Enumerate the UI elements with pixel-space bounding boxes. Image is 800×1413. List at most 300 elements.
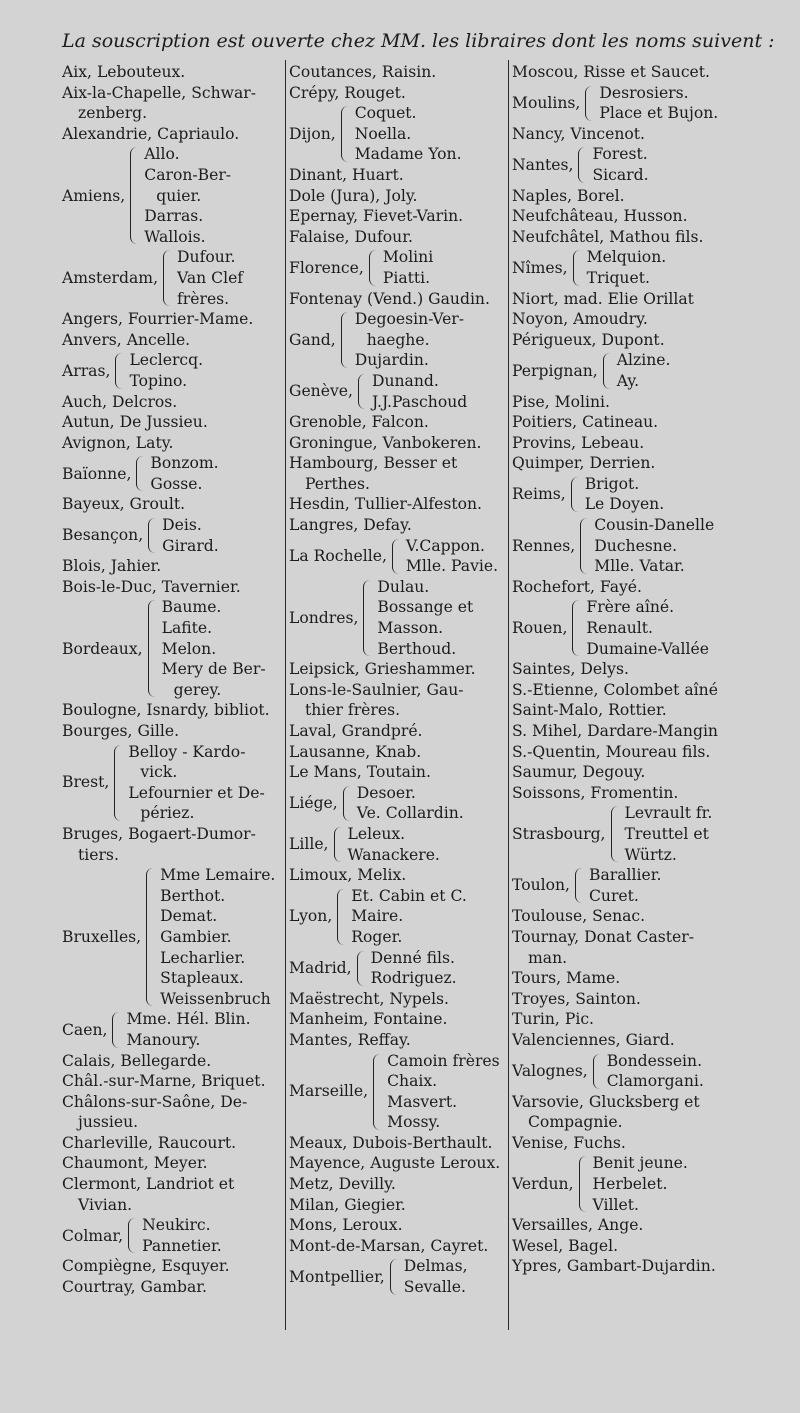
bookseller-name: Lecharlier. <box>160 948 246 967</box>
bookseller-list <box>587 247 667 288</box>
bookseller-name: Forest. <box>592 145 648 164</box>
bookseller-name: Molini <box>382 248 434 267</box>
bookseller-name: Melquion. <box>586 248 667 267</box>
bookseller-entry <box>62 1051 280 1072</box>
bookseller-name: vick. <box>140 763 178 782</box>
bookseller-name: Deis. <box>162 516 202 535</box>
bookseller-name: V.Cappon. <box>405 536 485 555</box>
entry-line: Saint-Malo, Rottier. <box>512 701 667 720</box>
bookseller-name: gerey. <box>173 680 222 699</box>
bookseller-group <box>512 1051 744 1092</box>
entry-line: Mayence, Auguste Leroux. <box>289 1154 501 1173</box>
brace-icon <box>115 353 125 388</box>
entry-line: Leipsick, Grieshammer. <box>289 660 476 679</box>
city-name: Marseille, <box>289 1082 369 1101</box>
bookseller-entry <box>289 83 507 104</box>
bookseller-entry <box>289 742 507 763</box>
brace-icon <box>163 250 173 306</box>
bookseller-name: Masson. <box>377 619 444 638</box>
bookseller-entry <box>289 206 507 227</box>
entry-line: Compagnie. <box>528 1113 623 1132</box>
bookseller-group <box>289 1256 507 1297</box>
entry-line: Nancy, Vincenot. <box>512 124 646 143</box>
entry-line: Mons, Leroux. <box>289 1216 403 1235</box>
entry-line: man. <box>528 948 568 967</box>
bookseller-group <box>62 742 280 824</box>
bookseller-list <box>129 350 203 391</box>
bookseller-name: Ve. Collardin. <box>356 804 464 823</box>
bookseller-group <box>62 597 280 700</box>
bookseller-list <box>177 247 243 309</box>
bookseller-name: Lefournier et De- <box>128 783 265 802</box>
bookseller-list <box>383 247 433 288</box>
entry-line: Valenciennes, Giard. <box>512 1030 675 1049</box>
brace-icon <box>575 868 585 903</box>
bookseller-list <box>150 453 218 494</box>
bookseller-entry <box>512 1236 744 1257</box>
bookseller-entry <box>512 412 744 433</box>
entry-line: Troyes, Sainton. <box>512 989 641 1008</box>
entry-line: Alexandrie, Capriaulo. <box>62 124 240 143</box>
entry-line: Bois-le-Duc, Tavernier. <box>62 577 241 596</box>
bookseller-name: Herbelet. <box>592 1175 668 1194</box>
bookseller-name: Noella. <box>354 124 412 143</box>
entry-line: Niort, mad. Elie Orillat <box>512 289 694 308</box>
entry-line: Dole (Jura), Joly. <box>289 186 418 205</box>
bookseller-name: Bondessein. <box>606 1051 703 1070</box>
entry-line: Naples, Borel. <box>512 186 625 205</box>
bookseller-name: Melon. <box>161 639 217 658</box>
bookseller-entry <box>62 1256 280 1277</box>
bookseller-entry <box>512 309 744 330</box>
bookseller-list <box>607 1051 704 1092</box>
brace-icon <box>146 868 156 1006</box>
entry-line: Ypres, Gambart-Dujardin. <box>512 1257 716 1276</box>
bookseller-entry <box>289 289 507 310</box>
brace-icon <box>148 600 158 697</box>
entry-line: thier frères. <box>305 701 401 720</box>
entry-line: Saumur, Degouy. <box>512 763 646 782</box>
bookseller-entry <box>512 906 744 927</box>
bookseller-entry <box>512 762 744 783</box>
brace-icon <box>579 1156 589 1212</box>
entry-line: Aix, Lebouteux. <box>62 63 186 81</box>
bookseller-name: Chaix. <box>387 1072 438 1091</box>
bookseller-name: Brigot. <box>584 474 640 493</box>
brace-icon <box>128 1218 138 1253</box>
brace-icon <box>337 889 347 945</box>
bookseller-name: quier. <box>156 186 202 205</box>
page-header: La souscription est ouverte chez MM. les libraires dont les noms suivent : <box>62 30 775 52</box>
bookseller-group <box>62 515 280 556</box>
bookseller-name: Caron-Ber- <box>144 165 232 184</box>
bookseller-name: Manoury. <box>126 1030 201 1049</box>
brace-icon <box>148 518 158 553</box>
bookseller-name: Demat. <box>160 907 218 926</box>
bookseller-entry <box>62 309 280 330</box>
bookseller-entry <box>512 289 744 310</box>
brace-icon <box>357 951 367 986</box>
bookseller-name: Weissenbruch <box>160 989 271 1008</box>
bookseller-entry <box>289 1195 507 1216</box>
entry-line: Laval, Grandpré. <box>289 722 423 740</box>
bookseller-list <box>348 824 440 865</box>
bookseller-name: Mme Lemaire. <box>160 866 276 885</box>
bookseller-entry <box>512 62 744 83</box>
bookseller-name: Benit jeune. <box>592 1154 688 1173</box>
entry-line: Turin, Pic. <box>512 1010 595 1029</box>
bookseller-entry <box>289 680 507 721</box>
bookseller-list <box>592 144 648 185</box>
bookseller-list <box>387 1051 500 1133</box>
entry-line: Varsovie, Glucksberg et <box>512 1092 700 1111</box>
column-rule-1 <box>285 60 286 1330</box>
bookseller-group <box>289 948 507 989</box>
bookseller-group <box>62 247 280 309</box>
city-name: La Rochelle, <box>289 546 387 565</box>
bookseller-group <box>512 515 744 577</box>
bookseller-entry <box>62 1174 280 1215</box>
entry-line: Dinant, Huart. <box>289 165 404 184</box>
bookseller-list <box>371 948 457 989</box>
bookseller-entry <box>512 124 744 145</box>
city-name: Montpellier, <box>289 1267 385 1286</box>
entry-line: Angers, Fourrier-Mame. <box>62 310 254 329</box>
city-name: Liége, <box>289 794 338 813</box>
bookseller-list <box>589 865 661 906</box>
entry-line: Périgueux, Dupont. <box>512 330 665 349</box>
bookseller-name: périez. <box>140 804 195 823</box>
bookseller-entry <box>289 721 507 742</box>
entry-line: Neufchâteau, Husson. <box>512 207 688 226</box>
bookseller-name: Belloy - Kardo- <box>128 742 246 761</box>
entry-line: Manheim, Fontaine. <box>289 1010 448 1029</box>
bookseller-name: Gambier. <box>160 927 232 946</box>
bookseller-group <box>289 886 507 948</box>
entry-line: Hesdin, Tullier-Alfeston. <box>289 495 483 514</box>
bookseller-group <box>62 453 280 494</box>
entry-line: Toulouse, Senac. <box>512 907 646 926</box>
bookseller-entry <box>512 742 744 763</box>
bookseller-name: Baume. <box>161 598 222 617</box>
entry-line: Saintes, Delys. <box>512 660 629 679</box>
entry-line: Clermont, Landriot et <box>62 1175 235 1194</box>
bookseller-name: Camoin frères <box>387 1051 500 1070</box>
entry-line: Milan, Giegier. <box>289 1195 406 1214</box>
bookseller-list <box>406 536 498 577</box>
entry-line: Langres, Defay. <box>289 516 412 535</box>
city-name: Londres, <box>289 608 359 627</box>
bookseller-name: Pannetier. <box>142 1236 222 1255</box>
city-name: Florence, <box>289 258 364 277</box>
brace-icon <box>363 580 373 656</box>
bookseller-entry <box>512 680 744 701</box>
city-name: Bruxelles, <box>62 927 142 946</box>
city-name: Lyon, <box>289 907 333 926</box>
bookseller-name: Piatti. <box>382 268 431 287</box>
bookseller-entry <box>289 1133 507 1154</box>
bookseller-name: frères. <box>177 289 230 308</box>
column-2 <box>289 62 507 1298</box>
brace-icon <box>585 86 595 121</box>
entry-line: Noyon, Amoudry. <box>512 310 648 329</box>
bookseller-entry <box>289 1153 507 1174</box>
bookseller-entry <box>62 433 280 454</box>
brace-icon <box>578 147 588 182</box>
bookseller-name: Curet. <box>589 886 639 905</box>
bookseller-entry <box>62 1153 280 1174</box>
bookseller-entry <box>62 1133 280 1154</box>
bookseller-name: Coquet. <box>354 104 417 123</box>
bookseller-name: Denné fils. <box>370 948 455 967</box>
bookseller-name: Place et Bujon. <box>599 104 719 123</box>
entry-line: Groningue, Vanbokeren. <box>289 433 482 452</box>
bookseller-entry <box>289 1009 507 1030</box>
entry-line: Pise, Molini. <box>512 392 610 411</box>
bookseller-name: Darras. <box>144 207 204 226</box>
entry-line: Anvers, Ancelle. <box>62 330 191 349</box>
bookseller-entry <box>512 989 744 1010</box>
bookseller-name: Dunand. <box>371 371 439 390</box>
brace-icon <box>343 786 353 821</box>
bookseller-name: Madame Yon. <box>354 145 462 164</box>
bookseller-list <box>160 865 275 1009</box>
bookseller-entry <box>62 824 280 865</box>
bookseller-name: Ay. <box>616 371 640 390</box>
bookseller-entry <box>62 62 280 83</box>
bookseller-name: Stapleaux. <box>160 969 244 988</box>
brace-icon <box>603 353 613 388</box>
entry-line: Charleville, Raucourt. <box>62 1133 237 1152</box>
bookseller-group <box>512 83 744 124</box>
bookseller-name: Rodriguez. <box>370 969 457 988</box>
entry-line: Maëstrecht, Nypels. <box>289 989 450 1008</box>
bookseller-name: Dujardin. <box>354 351 429 370</box>
entry-line: Provins, Lebeau. <box>512 433 645 452</box>
city-name: Amiens, <box>62 186 126 205</box>
bookseller-list <box>351 886 467 948</box>
city-name: Arras, <box>62 361 111 380</box>
entry-line: S. Mihel, Dardare-Mangin <box>512 722 718 740</box>
bookseller-entry <box>289 515 507 536</box>
bookseller-name: Duchesne. <box>594 536 678 555</box>
entry-line: Chaumont, Meyer. <box>62 1154 208 1173</box>
entry-line: Mont-de-Marsan, Cayret. <box>289 1236 489 1255</box>
brace-icon <box>130 147 140 244</box>
bookseller-entry <box>289 1215 507 1236</box>
bookseller-entry <box>512 1030 744 1051</box>
bookseller-name: Renault. <box>586 619 653 638</box>
bookseller-name: J.J.Paschoud <box>371 392 468 411</box>
city-name: Strasbourg, <box>512 824 606 843</box>
bookseller-name: Dulau. <box>377 577 430 596</box>
bookseller-entry <box>62 577 280 598</box>
entry-line: Perthes. <box>305 474 370 493</box>
bookseller-entry <box>512 186 744 207</box>
bookseller-entry <box>512 721 744 742</box>
bookseller-name: Wallois. <box>144 227 206 246</box>
bookseller-name: Allo. <box>144 145 180 164</box>
entry-line: Châl.-sur-Marne, Briquet. <box>62 1072 266 1091</box>
bookseller-entry <box>62 124 280 145</box>
bookseller-entry <box>289 989 507 1010</box>
city-name: Toulon, <box>512 876 570 895</box>
bookseller-name: Mlle. Vatar. <box>594 557 685 576</box>
entry-line: Le Mans, Toutain. <box>289 763 431 782</box>
bookseller-name: Würtz. <box>624 845 677 864</box>
bookseller-name: Neukirc. <box>142 1216 211 1235</box>
entry-line: Bourges, Gille. <box>62 722 180 740</box>
bookseller-entry <box>512 968 744 989</box>
bookseller-name: Van Clef <box>177 268 244 287</box>
bookseller-list <box>404 1256 468 1297</box>
bookseller-entry <box>512 206 744 227</box>
bookseller-list <box>594 515 714 577</box>
bookseller-entry <box>289 186 507 207</box>
bookseller-name: Mery de Ber- <box>161 660 266 679</box>
entry-line: jussieu. <box>78 1113 139 1132</box>
brace-icon <box>573 250 583 285</box>
bookseller-entry <box>512 1009 744 1030</box>
brace-icon <box>334 827 344 862</box>
entry-line: Auch, Delcros. <box>62 392 178 411</box>
bookseller-name: Treuttel et <box>624 824 709 843</box>
bookseller-entry <box>289 433 507 454</box>
city-name: Madrid, <box>289 958 352 977</box>
bookseller-name: Dumaine-Vallée <box>586 639 709 658</box>
entry-line: Lons-le-Saulnier, Gau- <box>289 680 464 699</box>
entry-line: Wesel, Bagel. <box>512 1236 619 1255</box>
brace-icon <box>341 106 351 162</box>
brace-icon <box>358 374 368 409</box>
city-name: Reims, <box>512 485 566 504</box>
entry-line: Venise, Fuchs. <box>512 1133 626 1152</box>
bookseller-group <box>289 309 507 371</box>
entry-line: Bruges, Bogaert-Dumor- <box>62 824 256 843</box>
bookseller-name: Triquet. <box>586 268 650 287</box>
bookseller-name: Et. Cabin et C. <box>351 886 467 905</box>
bookseller-entry <box>289 453 507 494</box>
brace-icon <box>571 477 581 512</box>
bookseller-entry <box>289 494 507 515</box>
bookseller-list <box>126 1009 250 1050</box>
bookseller-entry <box>289 62 507 83</box>
bookseller-name: Levrault fr. <box>624 804 713 823</box>
bookseller-list <box>617 350 671 391</box>
bookseller-name: Leleux. <box>347 824 406 843</box>
bookseller-entry <box>62 1092 280 1133</box>
bookseller-group <box>512 474 744 515</box>
entry-line: Bayeux, Groult. <box>62 495 186 514</box>
bookseller-group <box>62 144 280 247</box>
entry-line: Châlons-sur-Saône, De- <box>62 1092 248 1111</box>
bookseller-group <box>62 350 280 391</box>
bookseller-group <box>289 783 507 824</box>
entry-line: Avignon, Laty. <box>62 433 174 452</box>
bookseller-name: Sevalle. <box>403 1278 466 1297</box>
city-name: Valognes, <box>512 1061 588 1080</box>
entry-line: Lausanne, Knab. <box>289 742 422 761</box>
city-name: Nantes, <box>512 155 574 174</box>
bookseller-list <box>625 803 713 865</box>
bookseller-name: Mme. Hél. Blin. <box>126 1010 251 1029</box>
bookseller-name: Desoer. <box>356 783 416 802</box>
bookseller-entry <box>512 577 744 598</box>
bookseller-entry <box>62 721 280 742</box>
bookseller-group <box>289 371 507 412</box>
bookseller-name: Roger. <box>351 927 403 946</box>
column-1 <box>62 62 280 1298</box>
entry-line: Neufchâtel, Mathou fils. <box>512 227 704 246</box>
bookseller-list <box>357 783 464 824</box>
entry-line: zenberg. <box>78 104 148 123</box>
bookseller-name: Mlle. Pavie. <box>405 557 499 576</box>
bookseller-name: Le Doyen. <box>584 495 665 514</box>
bookseller-name: Frère aîné. <box>586 598 675 617</box>
city-name: Moulins, <box>512 93 581 112</box>
city-name: Baïonne, <box>62 464 132 483</box>
bookseller-name: Villet. <box>592 1195 639 1214</box>
city-name: Brest, <box>62 773 110 792</box>
city-name: Rennes, <box>512 536 576 555</box>
city-name: Gand, <box>289 330 336 349</box>
entry-line: Tournay, Donat Caster- <box>512 927 694 946</box>
column-3 <box>512 62 744 1277</box>
entry-line: Calais, Bellegarde. <box>62 1051 212 1070</box>
city-name: Verdun, <box>512 1175 574 1194</box>
brace-icon <box>136 456 146 491</box>
bookseller-list <box>355 309 464 371</box>
bookseller-entry <box>512 227 744 248</box>
column-rule-2 <box>508 60 509 1330</box>
bookseller-entry <box>62 330 280 351</box>
city-name: Rouen, <box>512 619 568 638</box>
entry-line: Mantes, Reffay. <box>289 1030 411 1049</box>
bookseller-entry <box>512 1133 744 1154</box>
entry-line: Vivian. <box>78 1195 133 1214</box>
bookseller-group <box>512 803 744 865</box>
bookseller-entry <box>512 927 744 968</box>
entry-line: Versailles, Ange. <box>512 1216 644 1235</box>
bookseller-name: Maire. <box>351 907 404 926</box>
bookseller-group <box>512 144 744 185</box>
entry-line: Tours, Mame. <box>512 969 621 988</box>
brace-icon <box>112 1012 122 1047</box>
entry-line: Compiègne, Esquyer. <box>62 1257 230 1276</box>
bookseller-name: Girard. <box>162 536 219 555</box>
entry-line: Aix-la-Chapelle, Schwar- <box>62 83 257 102</box>
bookseller-list <box>585 474 664 515</box>
bookseller-entry <box>289 165 507 186</box>
entry-line: S.-Etienne, Colombet aîné <box>512 680 718 699</box>
entry-line: Autun, De Jussieu. <box>62 413 208 432</box>
bookseller-group <box>289 824 507 865</box>
bookseller-entry <box>289 1174 507 1195</box>
bookseller-entry <box>62 556 280 577</box>
brace-icon <box>392 539 402 574</box>
bookseller-entry <box>289 865 507 886</box>
brace-icon <box>369 250 379 285</box>
brace-icon <box>341 312 351 368</box>
bookseller-name: Clamorgani. <box>606 1072 704 1091</box>
city-name: Amsterdam, <box>62 268 159 287</box>
city-name: Bordeaux, <box>62 639 143 658</box>
entry-line: S.-Quentin, Moureau fils. <box>512 742 711 761</box>
entry-line: Soissons, Fromentin. <box>512 783 679 802</box>
bookseller-list <box>599 83 718 124</box>
bookseller-entry <box>512 1256 744 1277</box>
bookseller-group <box>289 536 507 577</box>
